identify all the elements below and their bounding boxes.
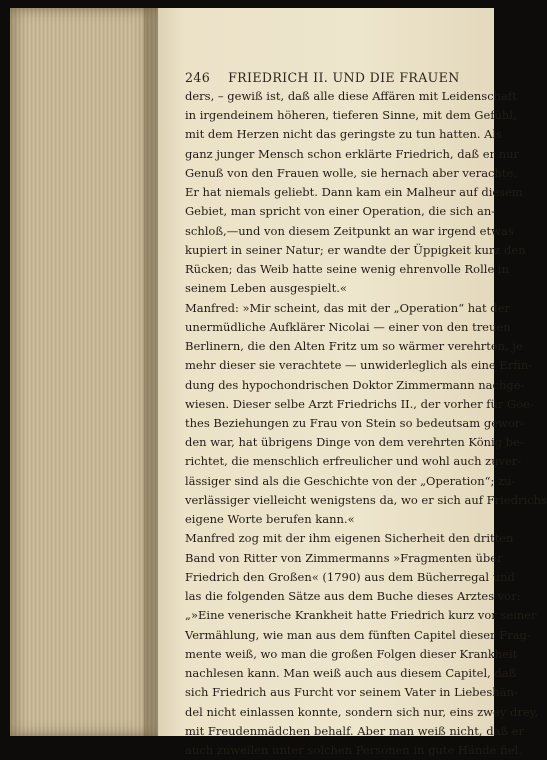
text-line: Rücken; das Weib hatte seine wenig ehrenvolle Rolle in: [185, 262, 509, 277]
text-line: unermüdliche Aufklärer Nicolai — einer von den treuen: [185, 319, 511, 334]
text-line: Er hat niemals geliebt. Dann kam ein Malheur auf diesem: [185, 185, 523, 200]
text-line: den war, hat übrigens Dinge von dem verehrten König be-: [185, 435, 524, 450]
text-line: mit dem Herzen nicht das geringste zu tun hatten. Als: [185, 127, 503, 142]
text-line: in irgendeinem höheren, tieferen Sinne, mit dem Gefühl,: [185, 108, 517, 123]
text-line: ganz junger Mensch schon erklärte Friedrich, daß er nur: [185, 146, 520, 161]
text-line: dung des hypochondrischen Doktor Zimmermann nachge-: [185, 377, 525, 392]
text-line: Manfred: »Mir scheint, das mit der „Operation“ hat der: [185, 300, 510, 315]
text-line: ders, – gewiß ist, daß alle diese Affären mit Leidenschaft: [185, 89, 517, 103]
body-text: [185, 87, 547, 760]
page-edges: [10, 8, 158, 736]
text-line: Genuß von den Frauen wolle, sie hernach aber verachte.: [185, 165, 517, 180]
text-line: Berlinern, die den Alten Fritz um so wärmer verehrten, je: [185, 339, 523, 354]
running-title: FRIEDRICH II. UND DIE FRAUEN: [228, 70, 460, 85]
book-page: [158, 8, 547, 757]
text-line: mit Freudenmädchen behalf. Aber man weiß nicht, daß er: [185, 723, 525, 738]
running-header: [185, 70, 460, 85]
text-line: del nicht einlassen konnte, sondern sich nur, eins zwey drey,: [185, 704, 539, 719]
book: [10, 8, 547, 757]
text-line: wiesen. Dieser selbe Arzt Friedrichs II., der vorher für Goe-: [185, 396, 534, 411]
text-line: schloß,—und von diesem Zeitpunkt an war irgend etwas: [185, 223, 514, 238]
text-line: „»Eine venerische Krankheit hatte Friedrich kurz vor seiner: [185, 608, 537, 623]
text-line: verlässiger vielleicht wenigstens da, wo er sich auf Friedrichs: [185, 492, 547, 507]
text-line: Band von Ritter von Zimmermanns »Fragmenten über: [185, 550, 503, 565]
text-line: auch zuweilen unter solchen Personen in gute Hände fiel.: [185, 742, 522, 757]
text-line: thes Beziehungen zu Frau von Stein so bedeutsam gewor-: [185, 415, 525, 430]
text-line: mehr dieser sie verachtete — unwiderleglich als eine Erfin-: [185, 358, 533, 373]
text-line: kupiert in seiner Natur; er wandte der Üppigkeit kurz den: [185, 242, 526, 257]
text-line: lässiger sind als die Geschichte von der „Operation“; zu-: [185, 473, 516, 488]
text-line: nachlesen kann. Man weiß auch aus diesem Capitel, daß: [185, 666, 517, 681]
text-line: Friedrich den Großen« (1790) aus dem Bücherregal und: [185, 569, 515, 584]
text-line: Vermählung, wie man aus dem fünften Capitel dieser Frag-: [185, 627, 531, 642]
text-line: eigene Worte berufen kann.«: [185, 512, 355, 527]
text-line: Manfred zog mit der ihm eigenen Sicherheit den dritten: [185, 531, 514, 546]
page-number: 246: [185, 70, 211, 85]
text-line: richtet, die menschlich erfreulicher und wohl auch zuver-: [185, 454, 522, 469]
text-line: las die folgenden Sätze aus dem Buche dieses Arztes vor:: [185, 589, 521, 604]
text-line: Gebiet, man spricht von einer Operation, die sich an-: [185, 204, 496, 219]
text-line: seinem Leben ausgespielt.«: [185, 281, 347, 296]
text-line: sich Friedrich aus Furcht vor seinem Vater in Liebeshän-: [185, 685, 518, 700]
text-line: mente weiß, wo man die großen Folgen dieser Krankheit: [185, 646, 518, 661]
